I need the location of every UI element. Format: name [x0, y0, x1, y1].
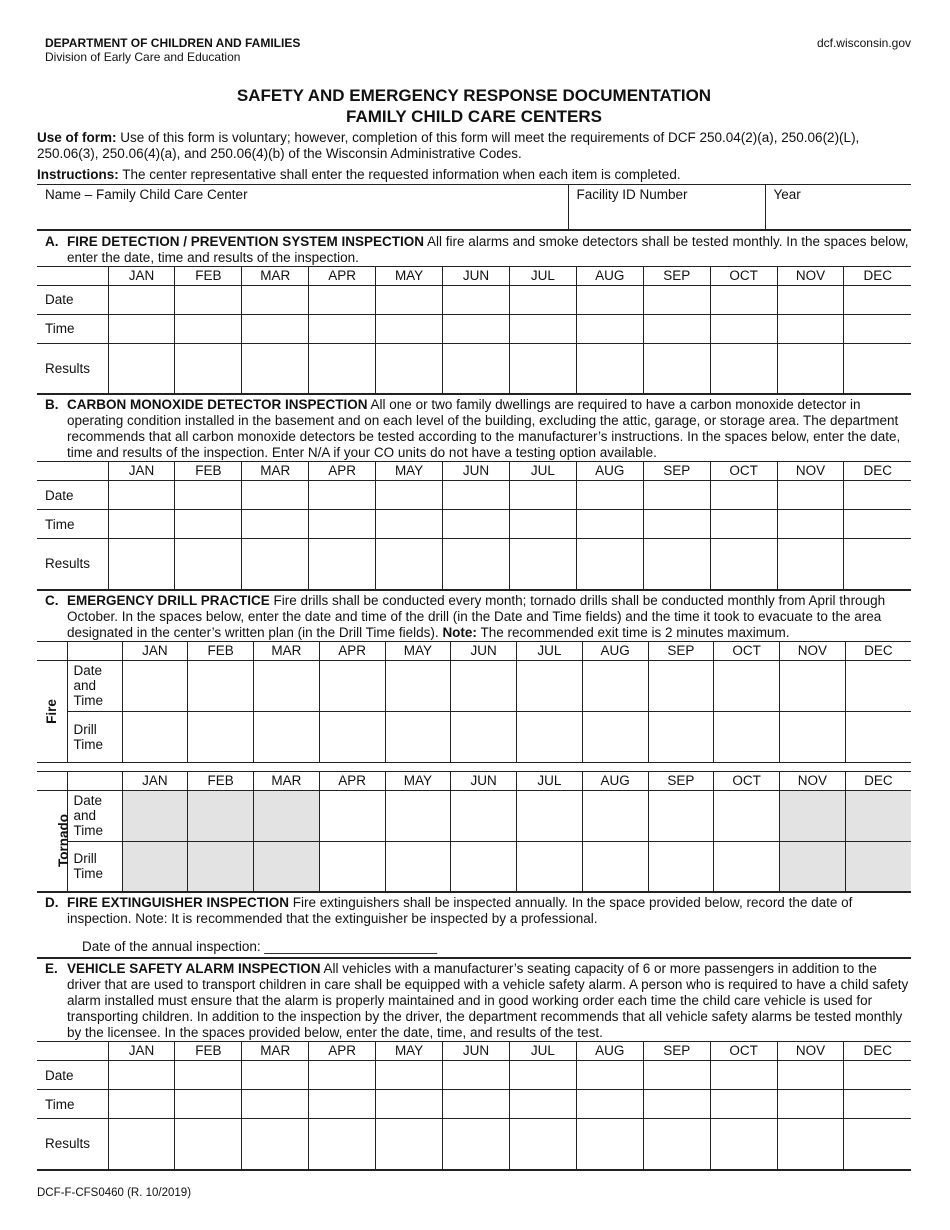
tornado-drill-table [37, 771, 911, 894]
co-detector-results-cell[interactable] [710, 539, 777, 590]
month-header: JUL [517, 641, 583, 660]
month-header: OCT [710, 462, 777, 481]
fire-drill-date-time-cell[interactable] [714, 660, 780, 711]
fire-detection-time-cell[interactable] [108, 314, 175, 343]
date-and-time-label: Date and Time [67, 660, 122, 711]
vehicle-alarm-time-cell[interactable] [576, 1090, 643, 1119]
fire-detection-time-cell[interactable] [242, 314, 309, 343]
month-header: JUL [509, 1042, 576, 1061]
co-detector-time-cell[interactable] [443, 510, 510, 539]
vehicle-alarm-results-cell[interactable] [576, 1119, 643, 1170]
fire-detection-time-cell[interactable] [777, 314, 844, 343]
fire-detection-date-cell[interactable] [309, 285, 376, 314]
vehicle-alarm-results-cell[interactable] [309, 1119, 376, 1170]
co-detector-results-cell[interactable] [643, 539, 710, 590]
co-detector-results-cell[interactable] [376, 539, 443, 590]
vehicle-alarm-results-cell[interactable] [777, 1119, 844, 1170]
fire-detection-date-cell[interactable] [175, 285, 242, 314]
month-header: DEC [845, 771, 911, 790]
month-header: AUG [576, 266, 643, 285]
month-header: FEB [188, 771, 254, 790]
month-header: SEP [643, 1042, 710, 1061]
co-detector-results-cell[interactable] [309, 539, 376, 590]
fire-drill-date-time-cell[interactable] [780, 660, 846, 711]
co-detector-time-cell[interactable] [108, 510, 175, 539]
month-header: JAN [122, 771, 188, 790]
vehicle-alarm-date-cell[interactable] [777, 1061, 844, 1090]
drill-time-label: Drill Time [67, 711, 122, 762]
fire-detection-results-cell[interactable] [576, 343, 643, 394]
fire-drill-date-time-cell[interactable] [451, 660, 517, 711]
vehicle-alarm-date-cell[interactable] [844, 1061, 911, 1090]
tornado-drill-date-time-cell[interactable] [451, 790, 517, 841]
month-header: DEC [844, 462, 911, 481]
vehicle-alarm-date-cell[interactable] [242, 1061, 309, 1090]
tornado-drill-drill-time-cell[interactable] [319, 841, 385, 892]
fire-detection-time-cell[interactable] [376, 314, 443, 343]
row-label-time: Time [37, 314, 108, 343]
month-header: APR [319, 771, 385, 790]
vehicle-alarm-results-cell[interactable] [509, 1119, 576, 1170]
month-header: DEC [844, 266, 911, 285]
co-detector-results-cell[interactable] [576, 539, 643, 590]
row-label-time: Time [37, 1090, 108, 1119]
fire-drill-date-time-cell[interactable] [845, 660, 911, 711]
fire-detection-results-cell[interactable] [242, 343, 309, 394]
co-detector-results-cell[interactable] [443, 539, 510, 590]
fire-detection-time-cell[interactable] [710, 314, 777, 343]
month-header: NOV [780, 641, 846, 660]
vehicle-alarm-results-cell[interactable] [376, 1119, 443, 1170]
month-header: JAN [108, 1042, 175, 1061]
month-header: OCT [710, 1042, 777, 1061]
month-header: FEB [175, 462, 242, 481]
fire-drill-drill-time-cell[interactable] [517, 711, 583, 762]
department-name: DEPARTMENT OF CHILDREN AND FAMILIES [45, 36, 301, 50]
fire-detection-time-cell[interactable] [309, 314, 376, 343]
form-page [37, 36, 911, 1171]
vehicle-alarm-time-cell[interactable] [376, 1090, 443, 1119]
vehicle-alarm-results-cell[interactable] [175, 1119, 242, 1170]
tornado-drill-drill-time-cell [845, 841, 911, 892]
month-header: JUL [517, 771, 583, 790]
tornado-drill-date-time-cell[interactable] [648, 790, 714, 841]
co-detector-date-cell[interactable] [376, 481, 443, 510]
tornado-drill-drill-time-cell [188, 841, 254, 892]
month-header: JUN [443, 462, 510, 481]
fire-detection-time-cell[interactable] [643, 314, 710, 343]
month-header: AUG [576, 1042, 643, 1061]
fire-drill-label: Fire [37, 660, 67, 762]
fire-detection-results-cell[interactable] [443, 343, 510, 394]
center-id-table [37, 184, 911, 231]
section-a-text: A. FIRE DETECTION / PREVENTION SYSTEM INSPECTION All fire alarms and smoke detectors shall be tested monthly. In the spaces below, enter the date, time and results of the inspection. [45, 233, 909, 265]
fire-drill-date-time-cell[interactable] [648, 660, 714, 711]
section-d-text: D. FIRE EXTINGUISHER INSPECTION Fire extinguishers shall be inspected annually. In the space provided below, record the date of inspection. Note: It is recommended that the extinguisher be inspected by a professional. [45, 895, 853, 926]
co-detector-time-cell[interactable] [509, 510, 576, 539]
tornado-drill-date-time-cell [780, 790, 846, 841]
month-header: APR [309, 462, 376, 481]
month-header: NOV [777, 1042, 844, 1061]
instructions: Instructions: The center representative shall enter the requested information when each item is completed. [37, 167, 681, 182]
fire-drill-drill-time-cell[interactable] [188, 711, 254, 762]
fire-drill-drill-time-cell[interactable] [780, 711, 846, 762]
center-name-field[interactable]: Name – Family Child Care Center [45, 187, 248, 202]
fire-drill-date-time-cell[interactable] [188, 660, 254, 711]
month-header: NOV [777, 462, 844, 481]
tornado-drill-date-time-cell [254, 790, 320, 841]
fire-detection-date-cell[interactable] [844, 285, 911, 314]
vehicle-alarm-results-cell[interactable] [643, 1119, 710, 1170]
vehicle-alarm-time-cell[interactable] [443, 1090, 510, 1119]
month-header: AUG [582, 641, 648, 660]
fire-drill-drill-time-cell[interactable] [385, 711, 451, 762]
fire-detection-results-cell[interactable] [108, 343, 175, 394]
fire-detection-results-cell[interactable] [175, 343, 242, 394]
section-c-text: C. EMERGENCY DRILL PRACTICE Fire drills shall be conducted every month; tornado drills shall be conducted monthly from April through October. In the spaces below, enter the date and time of the drill (in the Date and Time fields) and the time it took to evacuate to the area designated in the center’s written plan (in the Drill Time fields). Note: The recommended exit time is 2 minutes maximum. [45, 592, 886, 640]
month-header: APR [319, 641, 385, 660]
fire-drill-date-time-cell[interactable] [122, 660, 188, 711]
fire-drill-drill-time-cell[interactable] [254, 711, 320, 762]
vehicle-alarm-results-cell[interactable] [108, 1119, 175, 1170]
vehicle-alarm-date-cell[interactable] [576, 1061, 643, 1090]
row-label-date: Date [37, 285, 108, 314]
fire-detection-time-cell[interactable] [844, 314, 911, 343]
month-header: JUL [509, 266, 576, 285]
vehicle-alarm-date-cell[interactable] [643, 1061, 710, 1090]
fire-detection-time-cell[interactable] [443, 314, 510, 343]
fire-detection-date-cell[interactable] [108, 285, 175, 314]
vehicle-alarm-time-cell[interactable] [844, 1090, 911, 1119]
fire-drill-date-time-cell[interactable] [385, 660, 451, 711]
month-header: MAR [242, 266, 309, 285]
month-header: DEC [844, 1042, 911, 1061]
co-detector-date-cell[interactable] [643, 481, 710, 510]
co-detector-date-cell[interactable] [443, 481, 510, 510]
vehicle-alarm-time-cell[interactable] [509, 1090, 576, 1119]
annual-inspection-date[interactable]: Date of the annual inspection: _______________________ [37, 939, 911, 959]
fire-detection-date-cell[interactable] [576, 285, 643, 314]
month-header: AUG [576, 462, 643, 481]
fire-detection-results-cell[interactable] [309, 343, 376, 394]
fire-drill-date-time-cell[interactable] [582, 660, 648, 711]
fire-detection-time-cell[interactable] [175, 314, 242, 343]
vehicle-alarm-results-cell[interactable] [710, 1119, 777, 1170]
co-detector-time-cell[interactable] [242, 510, 309, 539]
tornado-drill-drill-time-cell [780, 841, 846, 892]
co-detector-results-cell[interactable] [242, 539, 309, 590]
month-header: OCT [710, 266, 777, 285]
fire-drill-drill-time-cell[interactable] [648, 711, 714, 762]
co-detector-time-cell[interactable] [576, 510, 643, 539]
vehicle-alarm-date-cell[interactable] [710, 1061, 777, 1090]
fire-detection-results-cell[interactable] [376, 343, 443, 394]
month-header: OCT [714, 641, 780, 660]
fire-drill-drill-time-cell[interactable] [122, 711, 188, 762]
section-b-table [37, 461, 911, 591]
fire-drill-date-time-cell[interactable] [319, 660, 385, 711]
fire-detection-date-cell[interactable] [710, 285, 777, 314]
website-link[interactable]: dcf.wisconsin.gov [816, 36, 911, 50]
row-label-date: Date [37, 481, 108, 510]
vehicle-alarm-time-cell[interactable] [242, 1090, 309, 1119]
co-detector-time-cell[interactable] [777, 510, 844, 539]
month-header: OCT [714, 771, 780, 790]
vehicle-alarm-results-cell[interactable] [242, 1119, 309, 1170]
month-header: SEP [643, 462, 710, 481]
tornado-drill-date-time-cell[interactable] [319, 790, 385, 841]
fire-detection-date-cell[interactable] [643, 285, 710, 314]
fire-drill-drill-time-cell[interactable] [845, 711, 911, 762]
fire-detection-results-cell[interactable] [710, 343, 777, 394]
co-detector-time-cell[interactable] [643, 510, 710, 539]
fire-detection-date-cell[interactable] [777, 285, 844, 314]
fire-drill-drill-time-cell[interactable] [714, 711, 780, 762]
co-detector-date-cell[interactable] [509, 481, 576, 510]
row-label-results: Results [37, 1119, 108, 1170]
tornado-drill-drill-time-cell[interactable] [451, 841, 517, 892]
month-header: DEC [845, 641, 911, 660]
month-header: MAY [376, 266, 443, 285]
vehicle-alarm-time-cell[interactable] [309, 1090, 376, 1119]
month-header: APR [309, 266, 376, 285]
co-detector-time-cell[interactable] [376, 510, 443, 539]
fire-detection-date-cell[interactable] [509, 285, 576, 314]
month-header: MAY [376, 1042, 443, 1061]
vehicle-alarm-results-cell[interactable] [443, 1119, 510, 1170]
facility-id-field[interactable]: Facility ID Number [568, 185, 765, 230]
month-header: NOV [780, 771, 846, 790]
tornado-drill-date-time-cell[interactable] [385, 790, 451, 841]
vehicle-alarm-date-cell[interactable] [443, 1061, 510, 1090]
month-header: SEP [643, 266, 710, 285]
co-detector-date-cell[interactable] [844, 481, 911, 510]
month-header: MAR [254, 771, 320, 790]
vehicle-alarm-date-cell[interactable] [509, 1061, 576, 1090]
row-label-results: Results [37, 539, 108, 590]
tornado-drill-drill-time-cell [254, 841, 320, 892]
tornado-drill-label: Tornado [37, 790, 67, 892]
month-header: JAN [108, 266, 175, 285]
vehicle-alarm-time-cell[interactable] [108, 1090, 175, 1119]
date-and-time-label: Date and Time [67, 790, 122, 841]
fire-drill-date-time-cell[interactable] [254, 660, 320, 711]
tornado-drill-drill-time-cell[interactable] [517, 841, 583, 892]
fire-detection-results-cell[interactable] [509, 343, 576, 394]
co-detector-date-cell[interactable] [576, 481, 643, 510]
vehicle-alarm-date-cell[interactable] [309, 1061, 376, 1090]
fire-drill-date-time-cell[interactable] [517, 660, 583, 711]
co-detector-time-cell[interactable] [710, 510, 777, 539]
co-detector-date-cell[interactable] [175, 481, 242, 510]
co-detector-date-cell[interactable] [108, 481, 175, 510]
form-number: DCF-F-CFS0460 (R. 10/2019) [37, 1187, 192, 1199]
tornado-drill-drill-time-cell[interactable] [582, 841, 648, 892]
tornado-drill-date-time-cell [122, 790, 188, 841]
month-header: JAN [108, 462, 175, 481]
month-header: MAY [385, 641, 451, 660]
co-detector-time-cell[interactable] [309, 510, 376, 539]
month-header: JUN [451, 771, 517, 790]
month-header: MAR [254, 641, 320, 660]
co-detector-results-cell[interactable] [844, 539, 911, 590]
co-detector-date-cell[interactable] [777, 481, 844, 510]
co-detector-time-cell[interactable] [175, 510, 242, 539]
month-header: APR [309, 1042, 376, 1061]
section-e-text: E. VEHICLE SAFETY ALARM INSPECTION All vehicles with a manufacturer’s seating capacity of 6 or more passengers in addition to the driver that are used to transport children in care shall be equipped with a vehicle safety alarm. A person who is required to have a child safety alarm installed must ensure that the alarm is properly maintained and in good working order each time the child care vehicle is used for transporting children. In addition to the inspection by the driver, the department recommends that all vehicle safety alarms be tested monthly by the licensee. In the spaces provided below, enter the date, time, and results of the test. [45, 961, 909, 1040]
month-header: FEB [175, 266, 242, 285]
month-header: AUG [582, 771, 648, 790]
vehicle-alarm-date-cell[interactable] [108, 1061, 175, 1090]
year-field[interactable]: Year [765, 185, 911, 230]
co-detector-date-cell[interactable] [309, 481, 376, 510]
fire-detection-time-cell[interactable] [576, 314, 643, 343]
fire-detection-results-cell[interactable] [844, 343, 911, 394]
month-header: NOV [777, 266, 844, 285]
co-detector-results-cell[interactable] [509, 539, 576, 590]
tornado-drill-drill-time-cell[interactable] [648, 841, 714, 892]
co-detector-date-cell[interactable] [710, 481, 777, 510]
month-header: SEP [648, 771, 714, 790]
form-title: SAFETY AND EMERGENCY RESPONSE DOCUMENTATION [236, 86, 712, 105]
vehicle-alarm-date-cell[interactable] [175, 1061, 242, 1090]
month-header: JUN [451, 641, 517, 660]
tornado-drill-date-time-cell [845, 790, 911, 841]
fire-detection-results-cell[interactable] [777, 343, 844, 394]
row-label-time: Time [37, 510, 108, 539]
fire-detection-results-cell[interactable] [643, 343, 710, 394]
form-subtitle: FAMILY CHILD CARE CENTERS [346, 107, 602, 126]
tornado-drill-date-time-cell[interactable] [714, 790, 780, 841]
tornado-drill-date-time-cell[interactable] [517, 790, 583, 841]
month-header: MAR [242, 462, 309, 481]
vehicle-alarm-time-cell[interactable] [643, 1090, 710, 1119]
month-header: JUN [443, 266, 510, 285]
use-of-form: Use of form: Use of this form is voluntary; however, completion of this form will meet the requirements of DCF 250.04(2)(a), 250.06(2)(L), 250.06(3), 250.06(4)(a), and 250.06(4)(b) of the Wisconsin Administrative Codes. [37, 130, 860, 161]
fire-drill-drill-time-cell[interactable] [582, 711, 648, 762]
fire-detection-date-cell[interactable] [242, 285, 309, 314]
vehicle-alarm-date-cell[interactable] [376, 1061, 443, 1090]
month-header: FEB [188, 641, 254, 660]
vehicle-alarm-time-cell[interactable] [777, 1090, 844, 1119]
fire-drill-drill-time-cell[interactable] [451, 711, 517, 762]
month-header: MAR [242, 1042, 309, 1061]
fire-detection-time-cell[interactable] [509, 314, 576, 343]
co-detector-results-cell[interactable] [175, 539, 242, 590]
vehicle-alarm-time-cell[interactable] [175, 1090, 242, 1119]
drill-time-label: Drill Time [67, 841, 122, 892]
month-header: SEP [648, 641, 714, 660]
tornado-drill-date-time-cell[interactable] [582, 790, 648, 841]
vehicle-alarm-time-cell[interactable] [710, 1090, 777, 1119]
month-header: JAN [122, 641, 188, 660]
tornado-drill-drill-time-cell [122, 841, 188, 892]
row-label-date: Date [37, 1061, 108, 1090]
row-label-results: Results [37, 343, 108, 394]
fire-drill-table [37, 641, 911, 763]
section-a-table [37, 266, 911, 396]
tornado-drill-date-time-cell [188, 790, 254, 841]
fire-drill-drill-time-cell[interactable] [319, 711, 385, 762]
vehicle-alarm-results-cell[interactable] [844, 1119, 911, 1170]
month-header: MAY [376, 462, 443, 481]
co-detector-results-cell[interactable] [108, 539, 175, 590]
page-header [37, 36, 911, 64]
month-header: JUL [509, 462, 576, 481]
tornado-drill-drill-time-cell[interactable] [385, 841, 451, 892]
fire-detection-date-cell[interactable] [443, 285, 510, 314]
fire-detection-date-cell[interactable] [376, 285, 443, 314]
month-header: MAY [385, 771, 451, 790]
co-detector-results-cell[interactable] [777, 539, 844, 590]
section-e-table [37, 1041, 911, 1171]
month-header: FEB [175, 1042, 242, 1061]
section-b-text: B. CARBON MONOXIDE DETECTOR INSPECTION All one or two family dwellings are required to have a carbon monoxide detector in operating condition installed in the basement and on each level of the building, excluding the attic, garage, or storage area. The department recommends that all carbon monoxide detectors be tested according to the manufacturer’s instructions. In the spaces below, enter the date, time and results of the inspection. Enter N/A if your CO units do not have a testing option available. [45, 397, 901, 460]
co-detector-time-cell[interactable] [844, 510, 911, 539]
division-name: Division of Early Care and Education [45, 50, 241, 64]
month-header: JUN [443, 1042, 510, 1061]
tornado-drill-drill-time-cell[interactable] [714, 841, 780, 892]
co-detector-date-cell[interactable] [242, 481, 309, 510]
